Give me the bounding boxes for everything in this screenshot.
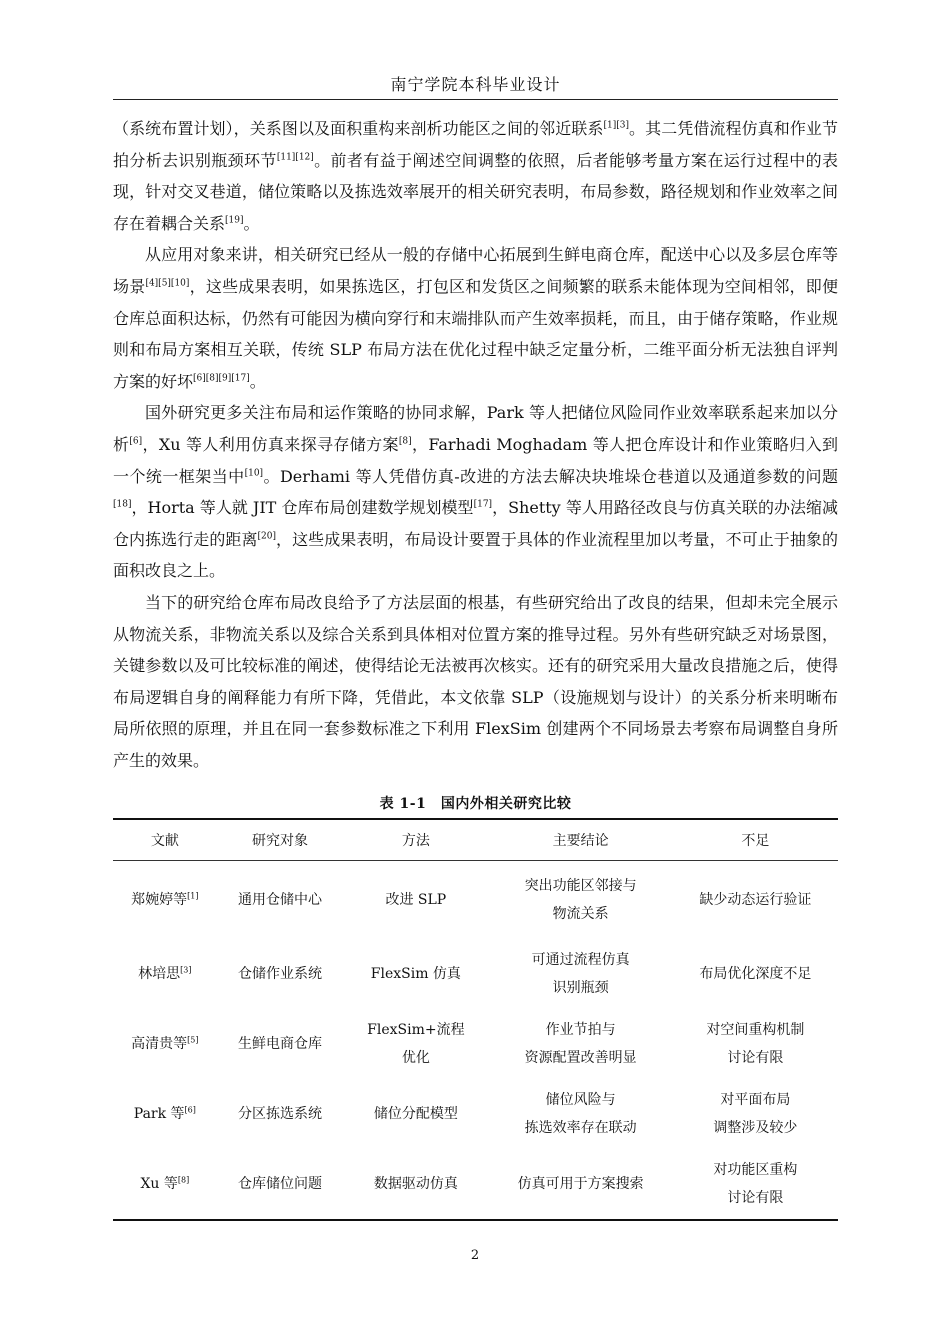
paragraph-text: 当下的研究给仓库布局改良给予了方法层面的根基，有些研究给出了改良的结果，但却未完全展示从物流关系，非物流关系以及综合关系到具体相对位置方案的推导过程。另外有些研究缺乏对场景图，关键参数以及可比较标准的阐述，使得结论无法被再次核实。还有的研究采用大量改良措施之后，使得布局逻辑自身的阐释能力有所下降，凭借此，本文依靠 SLP（设施规划与设计）的关系分析来明晰布局所依照的原理，并且在同一套参数标准之下利用 FlexSim 创建两个不同场景去考察布局调整自身所产生的效果。 <box>113 592 838 770</box>
citation-ref: [18] <box>113 499 132 510</box>
cell-line: 数据驱动仿真 <box>373 1176 458 1192</box>
table-header-row <box>113 819 838 861</box>
limitation-cell <box>673 1149 838 1220</box>
reference-author: 林培思 <box>138 966 181 982</box>
cell-line: 识别瓶颈 <box>552 980 609 996</box>
reference-citation: [5] <box>187 1035 199 1045</box>
reference-author: Xu 等 <box>140 1176 178 1192</box>
conclusion-cell <box>488 939 672 1009</box>
paragraph-text: 。Derhami 等人凭借仿真-改进的方法去解决块堆垛仓巷道以及通道参数的问题 <box>263 466 838 486</box>
table-column-header: 文献 <box>113 819 217 861</box>
citation-ref: [19] <box>225 215 244 226</box>
reference-cell <box>113 939 217 1009</box>
reference-citation: [8] <box>177 1175 190 1185</box>
method-cell <box>343 861 488 940</box>
cell-line: FlexSim 仿真 <box>370 966 461 982</box>
limitation-cell <box>673 1079 838 1149</box>
header-rule <box>113 99 838 100</box>
reference-author: 郑婉婷等 <box>131 892 188 908</box>
reference-citation: [6] <box>184 1105 196 1115</box>
reference-author: 高清贵等 <box>131 1036 188 1052</box>
cell-line: 仿真可用于方案搜索 <box>517 1176 644 1192</box>
method-cell <box>343 1079 488 1149</box>
reference-cell <box>113 1079 217 1149</box>
citation-ref: [1][3] <box>603 120 629 131</box>
cell-line: 突出功能区邻接与 <box>524 878 637 894</box>
body-text <box>113 113 838 776</box>
table-column-header: 方法 <box>343 819 488 861</box>
research-object-cell: 通用仓储中心 <box>237 892 322 908</box>
citation-ref: [20] <box>257 531 276 542</box>
reference-author: Park 等 <box>133 1106 185 1122</box>
paragraph-text: 。 <box>243 213 260 233</box>
cell-line: 讨论有限 <box>727 1190 784 1206</box>
research-object-cell: 仓储作业系统 <box>237 966 322 982</box>
body-paragraph <box>113 397 838 587</box>
paragraph-text: ，Xu 等人利用仿真来探寻存储方案 <box>142 434 399 454</box>
paragraph-text: 从应用对象来讲，相关研究已经从一般的存储中心拓展到生鲜电商仓库，配送中心以及多层仓库等场景 <box>113 245 838 296</box>
paragraph-text: ，Farhadi Moghadam 等人把仓库设计和作业策略归入到一个统一框架当中 <box>113 434 838 486</box>
table-caption: 表 1-1 国内外相关研究比较 <box>379 796 572 812</box>
citation-ref: [8] <box>398 436 412 447</box>
paragraph-text: ，这些成果表明，布局设计要置于具体的作业流程里加以考量，不可止于抽象的面积改良之上。 <box>113 529 838 581</box>
table-header <box>113 819 838 861</box>
reference-citation: [1] <box>187 891 199 901</box>
cell-line: 布局优化深度不足 <box>699 966 812 982</box>
paragraph-text: 国外研究更多关注布局和运作策略的协同求解，Park 等人把储位风险同作业效率联系起来加以分析 <box>113 403 838 454</box>
body-paragraph <box>113 587 838 777</box>
citation-ref: [17] <box>473 499 493 510</box>
page-number: 2 <box>470 1248 480 1263</box>
method-cell <box>343 1009 488 1079</box>
table-row <box>113 1079 838 1149</box>
citation-ref: [6][8][9][17] <box>193 373 250 384</box>
paragraph-text: 。 <box>249 371 266 391</box>
reference-cell <box>113 861 217 940</box>
citation-ref: [11][12] <box>276 152 314 163</box>
research-object-cell: 仓库储位问题 <box>217 1149 344 1220</box>
cell-line: 储位分配模型 <box>373 1106 458 1122</box>
cell-line: 储位风险与 <box>545 1092 616 1108</box>
table-column-header: 研究对象 <box>217 819 344 861</box>
limitation-cell <box>673 1009 838 1079</box>
cell-line: 对平面布局 <box>720 1092 791 1108</box>
cell-line: 优化 <box>401 1050 430 1066</box>
method-cell <box>343 1149 488 1220</box>
cell-line: 对功能区重构 <box>713 1162 798 1178</box>
paragraph-text: （系统布置计划），关系图以及面积重构来剖析功能区之间的邻近联系 <box>113 119 604 138</box>
paragraph-text: 。前者有益于阐述空间调整的依照，后者能够考量方案在运行过程中的表现，针对交叉巷道，储位策略以及拣选效率展开的相关研究表明，布局参数，路径规划和作业效率之间存在着耦合关系 <box>113 150 838 233</box>
comparison-table <box>113 818 838 1221</box>
cell-line: 资源配置改善明显 <box>524 1050 637 1066</box>
cell-line: 改进 SLP <box>385 892 447 908</box>
paragraph-text: ，Shetty 等人用路径改良与仿真关联的办法缩减仓内拣选行走的距离 <box>113 498 838 549</box>
limitation-cell <box>673 861 838 940</box>
paragraph-text: ，Horta 等人就 JIT 仓库布局创建数学规划模型 <box>131 498 474 518</box>
table-row <box>113 1009 838 1079</box>
table-row <box>113 861 838 940</box>
table-body <box>113 861 838 1221</box>
paragraph-text: 。其二凭借流程仿真和作业节拍分析去识别瓶颈环节 <box>113 119 838 170</box>
citation-ref: [6] <box>129 436 143 447</box>
citation-ref: [10] <box>244 468 264 479</box>
cell-line: 缺少动态运行验证 <box>699 892 812 908</box>
table-row <box>113 939 838 1009</box>
cell-line: 作业节拍与 <box>545 1022 616 1038</box>
cell-line: 调整涉及较少 <box>713 1120 798 1136</box>
conclusion-cell <box>488 861 672 940</box>
conclusion-cell <box>488 1149 672 1220</box>
research-object-cell: 生鲜电商仓库 <box>237 1036 322 1052</box>
citation-ref: [4][5][10] <box>145 278 190 289</box>
cell-line: 可通过流程仿真 <box>531 952 630 968</box>
conclusion-cell <box>488 1079 672 1149</box>
cell-line: 讨论有限 <box>727 1050 784 1066</box>
table-row <box>113 1149 838 1220</box>
method-cell <box>343 939 488 1009</box>
table-column-header: 主要结论 <box>488 819 672 861</box>
cell-line: FlexSim+流程 <box>367 1022 465 1038</box>
limitation-cell <box>673 939 838 1009</box>
reference-cell <box>113 1149 217 1220</box>
body-paragraph <box>113 113 838 239</box>
cell-line: 对空间重构机制 <box>706 1022 805 1038</box>
body-paragraph <box>113 239 838 397</box>
reference-citation: [3] <box>180 965 192 975</box>
cell-line: 物流关系 <box>552 906 609 922</box>
conclusion-cell <box>488 1009 672 1079</box>
research-object-cell: 分区拣选系统 <box>237 1106 322 1122</box>
running-header: 南宁学院本科毕业设计 <box>390 75 561 94</box>
cell-line: 拣选效率存在联动 <box>524 1120 637 1136</box>
table-column-header: 不足 <box>673 819 838 861</box>
paragraph-text: ，这些成果表明，如果拣选区，打包区和发货区之间频繁的联系未能体现为空间相邻，即便仓库总面积达标，仍然有可能因为横向穿行和末端排队而产生效率损耗，而且，由于储存策略，作业规则和布局方案相互关联，传统 SLP 布局方法在优化过程中缺乏定量分析，二维平面分析无法独自评判方案的好坏 <box>113 276 838 391</box>
reference-cell <box>113 1009 217 1079</box>
